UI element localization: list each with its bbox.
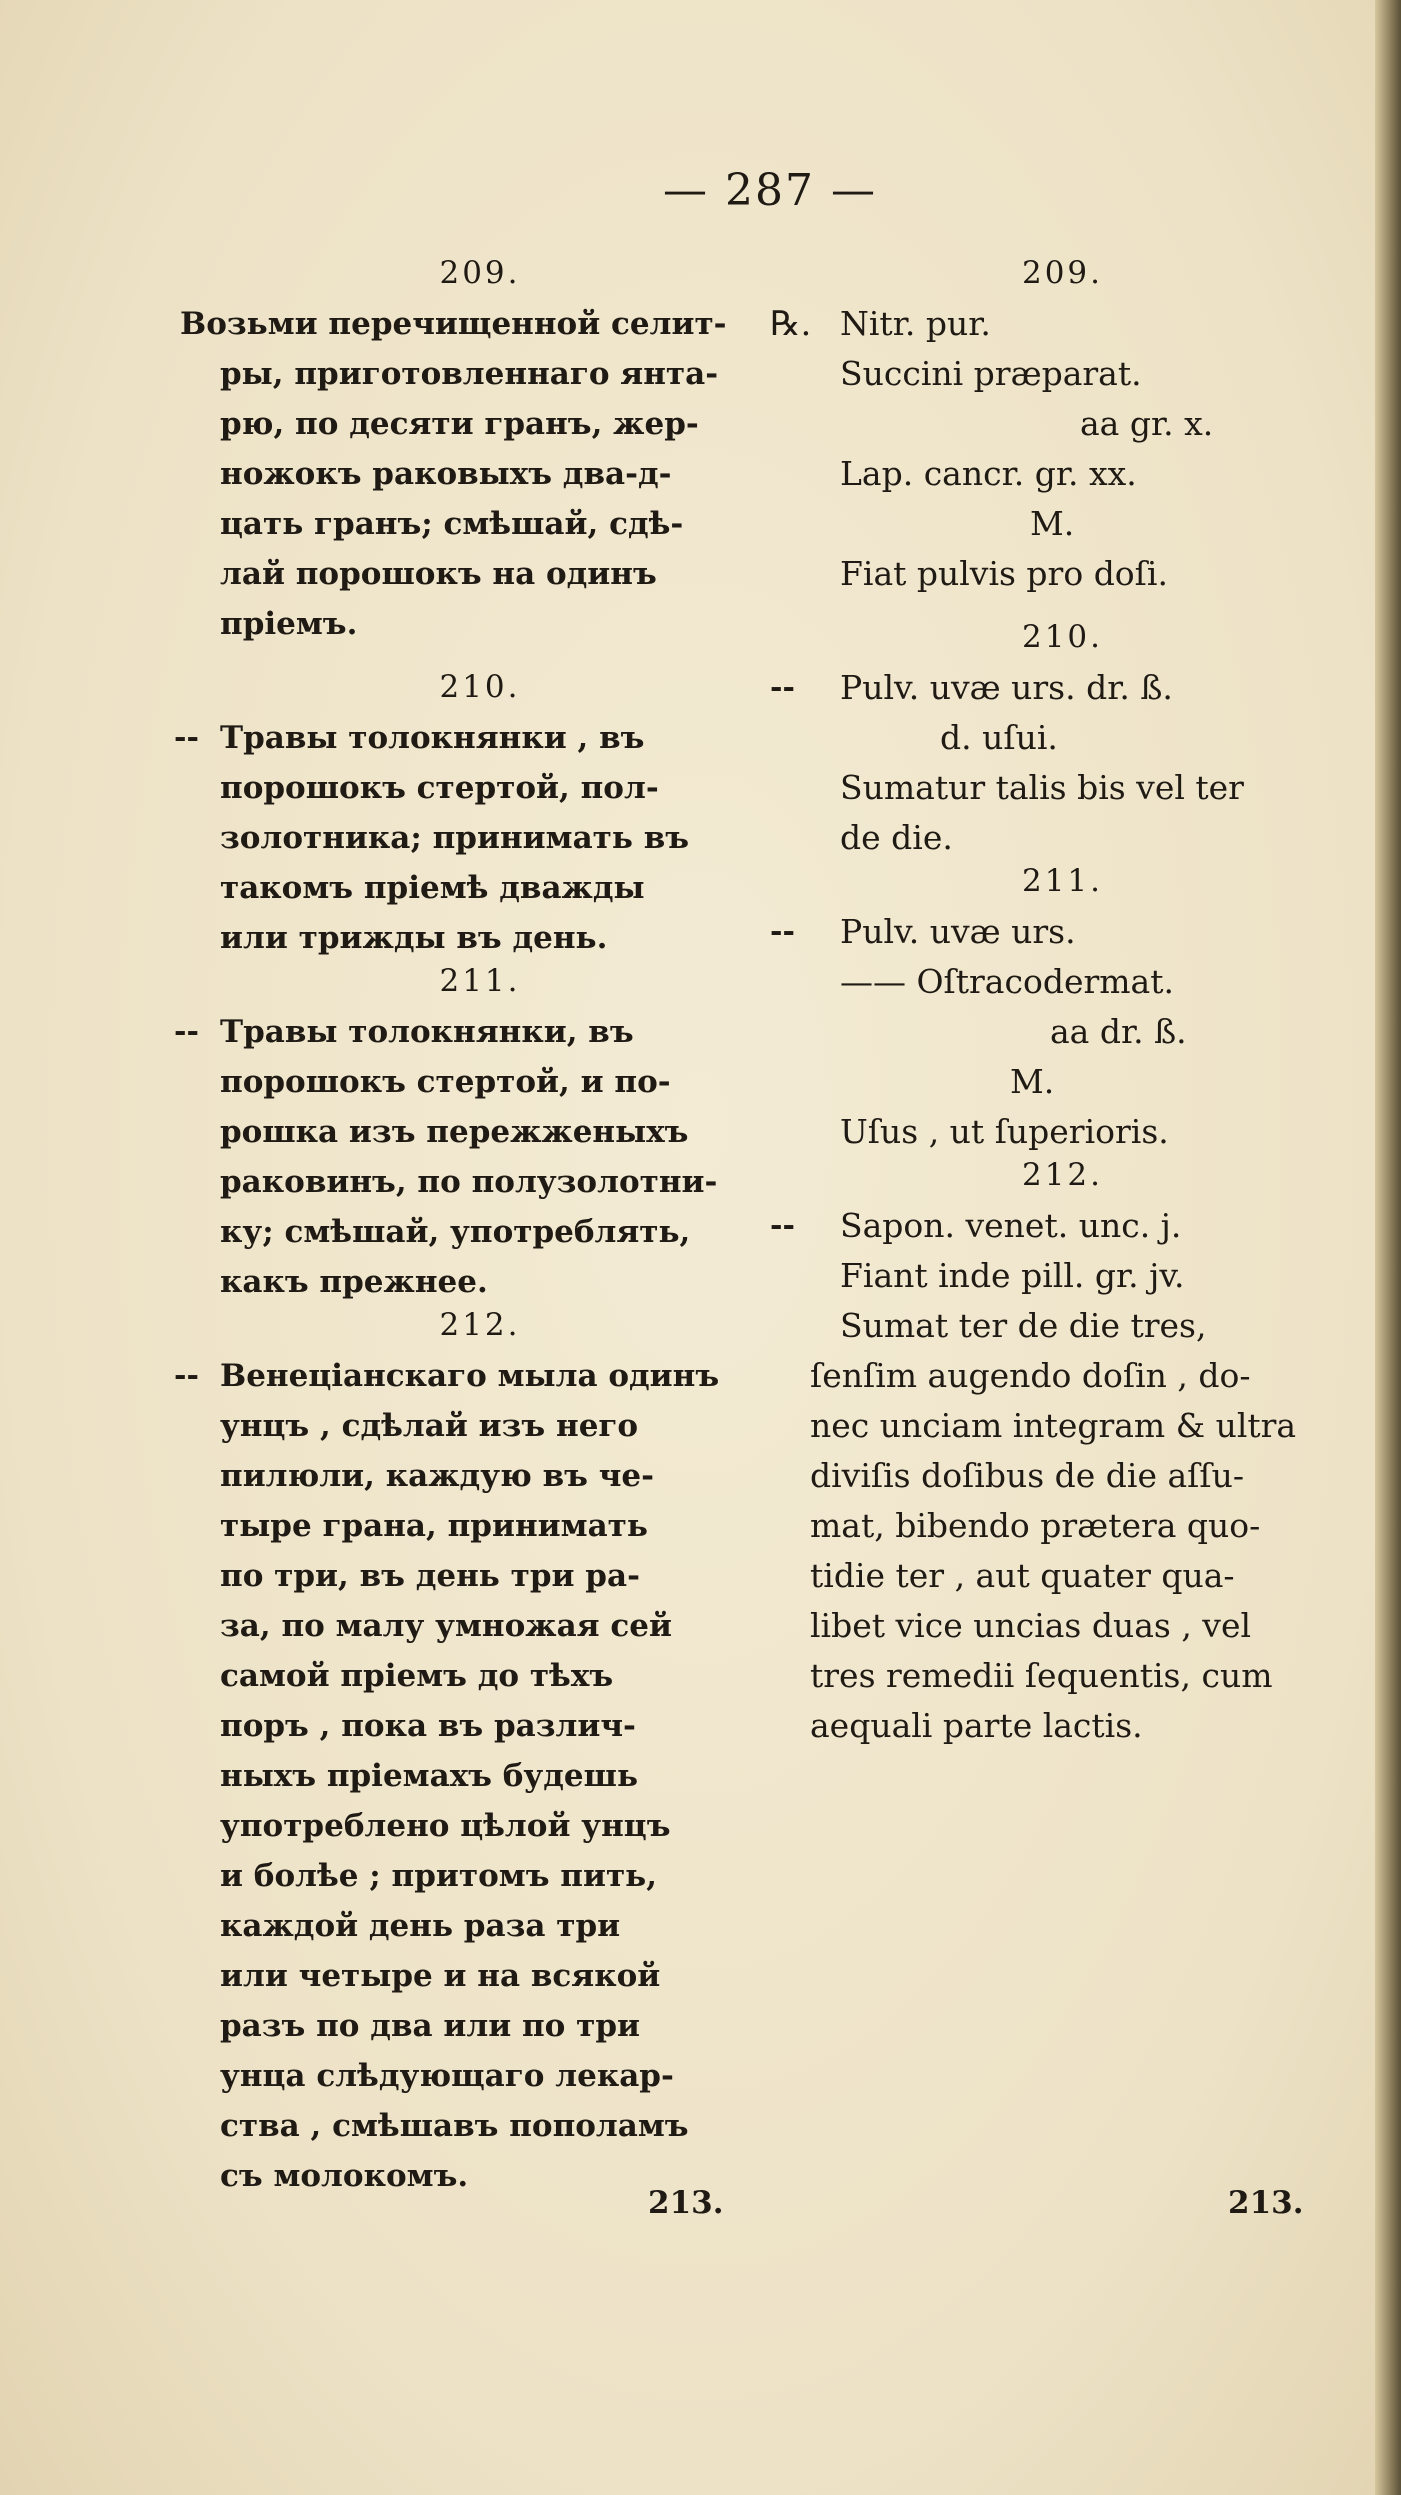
text-line: Uſus , ut ſuperioris. — [840, 1112, 1169, 1151]
text-line: порошокъ стертой, и по- — [220, 1064, 671, 1100]
text-line: ныхъ пріемахъ будешь — [220, 1758, 639, 1794]
russian-column — [174, 255, 780, 2201]
text-line: mat, bibendo prætera quo- — [810, 1506, 1261, 1545]
text-line: или четыре и на всякой — [220, 1958, 661, 1994]
text-line: Sumat ter de die tres, — [840, 1306, 1207, 1345]
text-line: tidie ter , aut quater qua- — [810, 1556, 1235, 1595]
text-line: за, по малу умножая сей — [220, 1608, 672, 1644]
text-line: de die. — [840, 818, 953, 857]
text-line: рошка изъ пережженыхъ — [220, 1114, 689, 1150]
text-line: Травы толокнянки, въ — [220, 1014, 634, 1050]
text-line: тыре грана, принимать — [220, 1508, 648, 1544]
text-line: и болѣе ; притомъ пить, — [220, 1858, 658, 1894]
text-line: aa dr. ß. — [1050, 1012, 1187, 1051]
text-line: съ молокомъ. — [220, 2158, 469, 2194]
recipe-text — [174, 713, 780, 963]
text-line: M. — [1030, 504, 1075, 543]
text-line: —— Oſtracodermat. — [840, 962, 1174, 1001]
text-line: пріемъ. — [220, 606, 358, 642]
text-line: золотника; принимать въ — [220, 820, 690, 856]
text-line: рю, по десяти гранъ, жер- — [220, 406, 699, 442]
recipe-text — [174, 1351, 780, 2201]
text-line: такомъ пріемѣ дважды — [220, 870, 645, 906]
text-line: Fiant inde pill. gr. jv. — [840, 1256, 1185, 1295]
section-number: 210. — [1021, 619, 1104, 655]
text-line: употреблено цѣлой унцъ — [220, 1808, 671, 1844]
section-number: 212. — [439, 1307, 521, 1343]
text-line: пилюли, каждую въ че- — [220, 1458, 655, 1494]
text-line: унца слѣдующаго лекар- — [220, 2058, 674, 2094]
recipe-text — [770, 663, 1335, 863]
section-number: 210. — [439, 669, 521, 705]
ditto-mark: -- — [770, 670, 795, 705]
text-line: ку; смѣшай, употреблять, — [220, 1214, 691, 1250]
text-line: ножокъ раковыхъ два-д- — [220, 456, 672, 492]
text-line: цать гранъ; смѣшай, сдѣ- — [220, 506, 684, 542]
text-line: поръ , пока въ различ- — [220, 1708, 636, 1744]
text-line: порошокъ стертой, пол- — [220, 770, 659, 806]
text-line: Succini præparat. — [840, 354, 1142, 393]
ditto-mark: -- — [174, 1358, 199, 1393]
text-line: M. — [1010, 1062, 1055, 1101]
recipe-symbol: ℞. — [770, 304, 812, 344]
text-line: раковинъ, по полузолотни- — [220, 1164, 718, 1200]
text-line: Pulv. uvæ urs. — [840, 912, 1076, 951]
catchword: 213. — [1228, 2185, 1304, 2221]
text-line: aa gr. x. — [1080, 404, 1214, 443]
text-line: Nitr. pur. — [840, 304, 991, 343]
ditto-mark: -- — [770, 1208, 795, 1243]
text-line: или трижды въ день. — [220, 920, 608, 956]
page-number: — 287 — — [663, 165, 877, 216]
text-line: Fiat pulvis pro doſi. — [840, 554, 1168, 593]
text-line: tres remedii ſequentis, cum — [810, 1656, 1273, 1695]
ditto-mark: -- — [770, 914, 795, 949]
section-number: 211. — [1021, 863, 1104, 899]
latin-column — [770, 255, 1335, 1751]
text-line: ры, приготовленнаго янта- — [220, 356, 719, 392]
ditto-mark: -- — [174, 1014, 199, 1049]
text-line: Травы толокнянки , въ — [220, 720, 645, 756]
text-line: aequali parte lactis. — [810, 1706, 1143, 1745]
text-line: d. uſui. — [940, 718, 1058, 757]
recipe-text — [770, 299, 1335, 599]
catchword: 213. — [648, 2185, 724, 2221]
section-number: 211. — [439, 963, 521, 999]
text-line: ства , смѣшавъ пополамъ — [220, 2108, 689, 2144]
section-number: 209. — [439, 255, 521, 291]
recipe-text — [180, 299, 780, 649]
section-number: 209. — [1021, 255, 1104, 291]
text-line: по три, въ день три ра- — [220, 1558, 640, 1594]
recipe-text — [770, 1201, 1335, 1751]
text-line: Возьми перечищенной селит- — [180, 306, 727, 342]
text-line: nec unciam integram & ultra — [810, 1406, 1297, 1445]
recipe-text — [770, 907, 1335, 1157]
text-line: какъ прежнее. — [220, 1264, 488, 1300]
text-line: Pulv. uvæ urs. dr. ß. — [840, 668, 1173, 707]
text-line: унцъ , сдѣлай изъ него — [220, 1408, 639, 1444]
ditto-mark: -- — [174, 720, 199, 755]
text-line: Lap. cancr. gr. xx. — [840, 454, 1137, 493]
text-line: libet vice uncias duas , vel — [810, 1606, 1252, 1645]
text-line: diviſis doſibus de die aſſu- — [810, 1456, 1244, 1495]
text-line: лай порошокъ на одинъ — [220, 556, 657, 592]
text-line: Венеціанскаго мыла одинъ — [220, 1358, 720, 1394]
text-line: разъ по два или по три — [220, 2008, 641, 2044]
text-line: каждой день раза три — [220, 1908, 621, 1944]
text-line: ſenſim augendo doſin , do- — [810, 1356, 1251, 1395]
recipe-text — [174, 1007, 780, 1307]
section-number: 212. — [1021, 1157, 1104, 1193]
text-line: Sumatur talis bis vel ter — [840, 768, 1244, 807]
text-line: самой пріемъ до тѣхъ — [220, 1658, 614, 1694]
text-line: Sapon. venet. unc. j. — [840, 1206, 1182, 1245]
page-edge — [1375, 0, 1401, 2495]
